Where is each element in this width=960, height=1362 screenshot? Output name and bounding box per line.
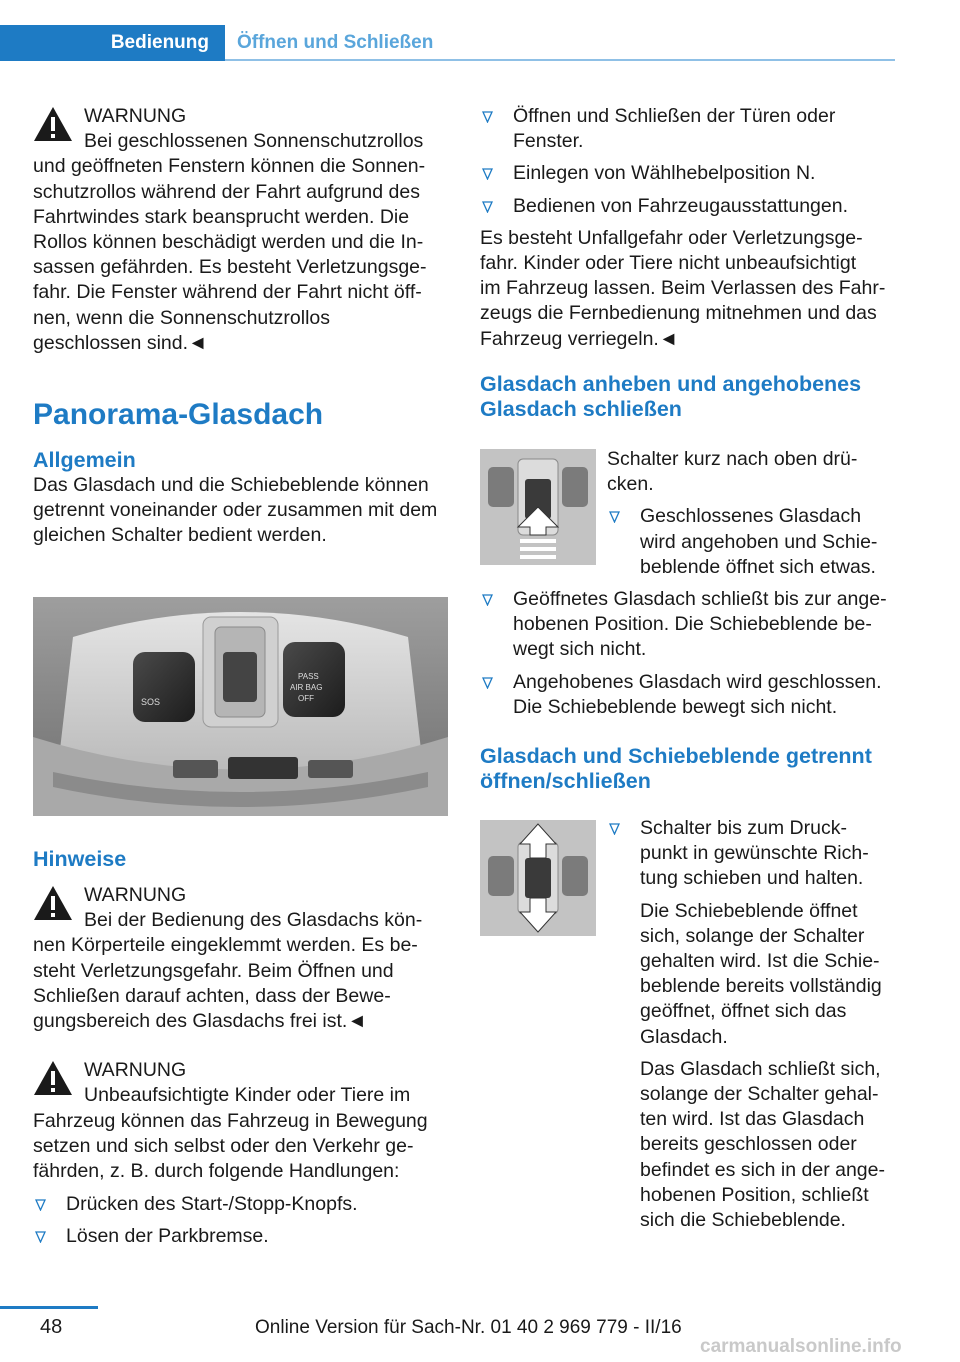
list-item — [607, 504, 897, 580]
list-item — [33, 1192, 453, 1217]
body-line: zeugs die Fernbedienung mitnehmen und das — [480, 302, 877, 325]
body-line: ten wird. Ist das Glasdach — [640, 1108, 865, 1131]
warning-text-line: geschlossen sind.◄ — [33, 331, 208, 354]
bullet-triangle-icon — [609, 511, 620, 523]
warning-text-line: nen, wenn die Sonnenschutzrollos — [33, 306, 331, 329]
bullet-triangle-icon — [482, 168, 493, 180]
list-item — [480, 194, 900, 219]
warning-triangle-icon — [33, 1060, 73, 1096]
list-item-text: wird angehoben und Schie- — [640, 530, 878, 553]
warning-label: WARNUNG — [84, 1059, 187, 1082]
list-item-paragraph — [607, 1057, 902, 1233]
warning-block-1 — [33, 104, 453, 356]
body-line: getrennt voneinander oder zusammen mit dem — [33, 499, 438, 522]
body-line: geöffnet, öffnet sich das — [640, 1000, 847, 1023]
warning-text-line: schutzrollos während der Fahrt aufgrund des — [33, 180, 420, 203]
body-line: hobenen Position, schließt — [640, 1183, 869, 1206]
right-sec2-text — [607, 816, 902, 1233]
bullet-triangle-icon — [609, 823, 620, 835]
warning-text-line: Schließen darauf achten, dass der Bewe- — [33, 984, 391, 1007]
warning-text-line: Fahrzeug können das Fahrzeug in Bewegung — [33, 1109, 428, 1132]
subsection-heading-hinweise: Hinweise — [33, 847, 127, 871]
right-sec1-text — [607, 447, 897, 580]
list-item-text: Schalter bis zum Druck- — [640, 817, 847, 839]
body-line: fahr. Kinder oder Tiere nicht unbeaufsichtigt — [480, 252, 857, 275]
warning-triangle-icon — [33, 106, 73, 142]
list-item — [480, 670, 900, 720]
list-item-text: Einlegen von Wählhebelposition N. — [513, 162, 816, 185]
bullet-triangle-icon — [482, 111, 493, 123]
warning-text-line: steht Verletzungsgefahr. Beim Öffnen und — [33, 959, 394, 982]
section-title: Panorama-Glasdach — [33, 398, 324, 432]
list-item-text: Angehobenes Glasdach wird geschlossen. — [513, 670, 882, 693]
list-item — [480, 587, 900, 663]
body-line: befindet es sich in der ange- — [640, 1158, 885, 1181]
warning-text-line: Bei geschlossenen Sonnenschutzrollos — [84, 130, 424, 153]
warning-text-line: fährden, z. B. durch folgende Handlungen: — [33, 1160, 400, 1183]
bullet-triangle-icon — [35, 1231, 46, 1243]
heading-line: Glasdach anheben und angehobenes — [480, 371, 862, 396]
heading-line: öffnen/schließen — [480, 769, 651, 794]
heading-line: Glasdach schließen — [480, 396, 682, 421]
subsection-heading — [480, 744, 900, 794]
body-line: im Fahrzeug lassen. Beim Verlassen des Fahr- — [480, 277, 886, 300]
body-line: Das Glasdach schließt sich, — [640, 1057, 881, 1080]
switch-slide-figure — [480, 820, 596, 936]
list-item-paragraph — [607, 899, 902, 1050]
list-item-text: Drücken des Start-/Stopp-Knopfs. — [66, 1193, 358, 1216]
bullet-triangle-icon — [482, 594, 493, 606]
body-line: sich, solange der Schalter — [640, 924, 865, 947]
warning-block-2 — [33, 883, 453, 1034]
bullet-triangle-icon — [482, 201, 493, 213]
overhead-console-photo — [33, 597, 448, 816]
list-item-text: Geschlossenes Glasdach — [640, 505, 862, 528]
body-line: Fahrzeug verriegeln.◄ — [480, 327, 679, 350]
warning-triangle-icon — [33, 885, 73, 921]
warning-text-line: setzen und sich selbst oder den Verkehr ge- — [33, 1134, 414, 1157]
list-item — [480, 161, 900, 186]
body-line: Es besteht Unfallgefahr oder Verletzungsge- — [480, 226, 863, 249]
body-line: beblende bereits vollständig — [640, 975, 882, 998]
warning-text-line: gungsbereich des Glasdachs frei ist.◄ — [33, 1010, 367, 1033]
right-sec1-list — [480, 587, 900, 794]
warning-label: WARNUNG — [84, 105, 187, 127]
body-line: Die Schiebeblende öffnet — [640, 899, 858, 922]
bullet-triangle-icon — [482, 677, 493, 689]
left-column — [33, 104, 453, 549]
warning-text-line: nen Körperteile eingeklemmt werden. Es be- — [33, 934, 418, 957]
body-line: sich die Schiebeblende. — [640, 1209, 846, 1232]
list-item-text: Öffnen und Schließen der Türen oder — [513, 105, 836, 127]
list-item-text: Bedienen von Fahrzeugausstattungen. — [513, 194, 848, 217]
body-line: solange der Schalter gehal- — [640, 1083, 879, 1106]
pass-label: PASS — [298, 672, 319, 681]
warning-text-line: sassen gefährden. Es besteht Verletzungsge- — [33, 256, 427, 279]
right-column — [480, 104, 900, 422]
body-line: Schalter kurz nach oben drü- — [607, 448, 858, 470]
body-line: cken. — [607, 473, 654, 496]
list-item — [33, 1224, 453, 1249]
body-line: Das Glasdach und die Schiebeblende können — [33, 474, 429, 497]
list-item-text: tung schieben und halten. — [640, 867, 864, 890]
warning-label: WARNUNG — [84, 884, 187, 906]
warning-block-3 — [33, 1058, 453, 1184]
bullet-triangle-icon — [35, 1199, 46, 1211]
list-item-text: beblende öffnet sich etwas. — [640, 555, 876, 578]
warning-text-line: Rollos können beschädigt werden und die In- — [33, 231, 424, 254]
body-line: gleichen Schalter bedient werden. — [33, 524, 327, 547]
warning-text-line: Bei der Bedienung des Glasdachs kön- — [84, 909, 423, 932]
body-line: bereits geschlossen oder — [640, 1133, 857, 1156]
heading-line: Glasdach und Schiebeblende getrennt — [480, 744, 872, 769]
footer-rule — [0, 1306, 98, 1309]
header-tab-bedienung[interactable]: Bedienung — [0, 25, 225, 61]
body-line: Glasdach. — [640, 1025, 728, 1048]
airbag-label: AIR BAG — [290, 683, 323, 692]
online-version-text: Online Version für Sach-Nr. 01 40 2 969 779 - II/16 — [255, 1317, 682, 1338]
sos-label: SOS — [141, 697, 161, 707]
left-column-lower — [33, 847, 453, 1250]
watermark-text: carmanualsonline.info — [700, 1336, 902, 1357]
list-item — [480, 104, 900, 154]
page-header — [0, 25, 895, 61]
list-item-text: Fenster. — [513, 130, 584, 153]
list-item-text: Geöffnetes Glasdach schließt bis zur ange- — [513, 588, 887, 610]
list-item-text: punkt in gewünschte Rich- — [640, 842, 869, 865]
warning-text-line: Fahrtwindes stark beansprucht werden. Die — [33, 205, 410, 228]
subsection-heading-allgemein: Allgemein — [33, 448, 136, 473]
body-line: gehalten wird. Ist die Schie- — [640, 950, 880, 973]
header-tab-section[interactable]: Öffnen und Schließen — [237, 32, 434, 53]
warning-text-line: Unbeaufsichtigte Kinder oder Tiere im — [84, 1084, 411, 1107]
warning-text-line: und geöffneten Fenstern können die Sonnen- — [33, 155, 426, 178]
body-paragraph — [480, 226, 900, 352]
list-item-text: Lösen der Parkbremse. — [66, 1225, 269, 1248]
list-item — [607, 816, 902, 892]
off-label: OFF — [298, 694, 314, 703]
page-number: 48 — [40, 1316, 63, 1338]
header-rule — [225, 59, 895, 61]
subsection-heading — [480, 372, 900, 422]
switch-up-figure — [480, 449, 596, 565]
list-item-text: Die Schiebeblende bewegt sich nicht. — [513, 695, 838, 718]
list-item-text: hobenen Position. Die Schiebeblende be- — [513, 613, 872, 636]
list-item-text: wegt sich nicht. — [513, 638, 647, 661]
warning-text-line: fahr. Die Fenster während der Fahrt nicht öff- — [33, 281, 422, 304]
